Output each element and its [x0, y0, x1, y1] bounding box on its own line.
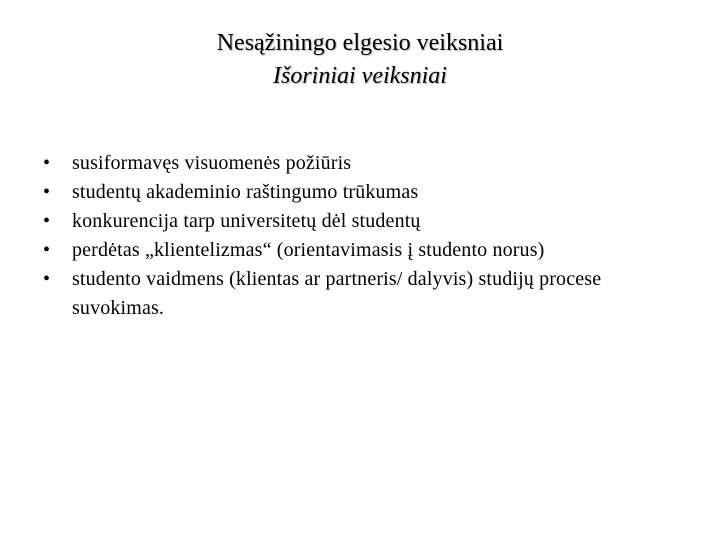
list-item-text: konkurencija tarp universitetų dėl studentų — [72, 210, 421, 232]
bullet-list — [43, 149, 683, 323]
title-block — [0, 27, 720, 93]
bullet-icon: • — [43, 181, 51, 203]
slide-subtitle: Išoriniai veiksniai — [273, 63, 447, 89]
list-item — [43, 265, 683, 323]
list-item — [43, 178, 683, 207]
list-item — [43, 207, 683, 236]
list-item-text: susiformavęs visuomenės požiūris — [72, 152, 352, 174]
bullet-icon: • — [43, 239, 51, 261]
list-item — [43, 236, 683, 265]
list-item-text: perdėtas „klientelizmas“ (orientavimasis į studento norus) — [72, 239, 545, 261]
slide-title: Nesąžiningo elgesio veiksniai — [216, 30, 504, 56]
bullet-icon: • — [43, 210, 51, 232]
list-item — [43, 149, 683, 178]
bullet-icon: • — [43, 268, 51, 290]
bullet-icon: • — [43, 152, 51, 174]
list-item-text: studento vaidmens (klientas ar partneris/ dalyvis) studijų procese suvokimas. — [72, 268, 602, 319]
list-item-text: studentų akademinio raštingumo trūkumas — [72, 181, 419, 203]
